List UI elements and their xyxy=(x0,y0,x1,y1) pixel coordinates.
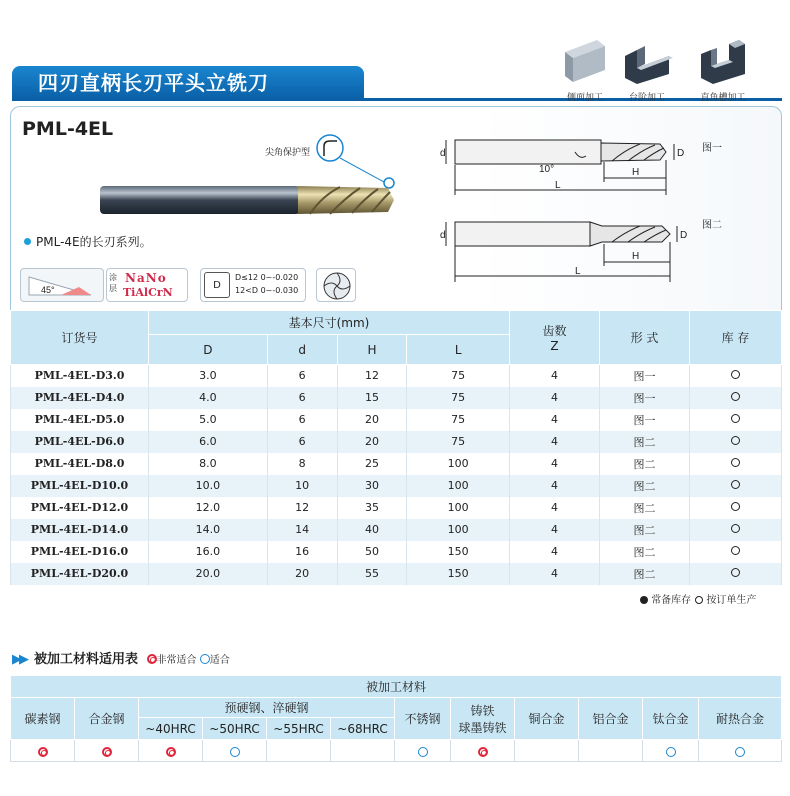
end-mill-photo xyxy=(100,186,394,214)
fig1-d-label: d xyxy=(440,148,446,159)
suitable-icon xyxy=(418,747,428,757)
stock-legend: 常备库存 按订单生产 xyxy=(640,591,756,606)
mat-col-hrc68: ~68HRC xyxy=(331,718,395,740)
cell-H: 30 xyxy=(337,475,407,497)
cell-Z: 4 xyxy=(510,497,600,519)
order-stock-icon xyxy=(731,524,740,533)
tolerance-icon: D xyxy=(204,272,230,298)
mat-col-copper: 铜合金 xyxy=(515,698,579,740)
header-basic-size: 基本尺寸(mm) xyxy=(149,311,510,335)
four-flute-icon xyxy=(316,268,356,302)
order-stock-icon xyxy=(731,436,740,445)
cell-D: 16.0 xyxy=(149,541,268,563)
cell-code: PML-4EL-D16.0 xyxy=(11,541,149,563)
mat-col-carbon: 碳素钢 xyxy=(11,698,75,740)
product-description: PML-4E的长刃系列。 xyxy=(24,233,152,250)
cell-L: 150 xyxy=(407,563,510,585)
table-row xyxy=(11,431,782,453)
cell-stock xyxy=(690,519,782,541)
svg-text:45°: 45° xyxy=(41,285,55,295)
cell-form: 图二 xyxy=(600,431,690,453)
mat-col-cast: 铸铁 球墨铸铁 xyxy=(451,698,515,740)
table-row xyxy=(11,475,782,497)
rating-cell xyxy=(451,740,515,762)
cell-Z: 4 xyxy=(510,365,600,387)
cell-Z: 4 xyxy=(510,387,600,409)
mat-col-heat: 耐热合金 xyxy=(699,698,782,740)
cell-D: 14.0 xyxy=(149,519,268,541)
tolerance-badge: D D≤12 0~-0.020 12<D 0~-0.030 xyxy=(200,268,306,302)
helix-angle-badge xyxy=(20,268,104,302)
cell-Z: 4 xyxy=(510,475,600,497)
fig1-D-label: D xyxy=(677,148,685,159)
order-stock-icon xyxy=(731,370,740,379)
process-side: 侧面加工 xyxy=(555,38,615,103)
cell-form: 图二 xyxy=(600,497,690,519)
cell-code: PML-4EL-D14.0 xyxy=(11,519,149,541)
mat-col-hardened: 预硬钢、淬硬钢 xyxy=(139,698,395,718)
cell-form: 图二 xyxy=(600,541,690,563)
cell-H: 50 xyxy=(337,541,407,563)
product-illustration xyxy=(0,0,790,310)
cell-form: 图一 xyxy=(600,409,690,431)
cell-H: 20 xyxy=(337,431,407,453)
rating-cell xyxy=(331,740,395,762)
cell-Z: 4 xyxy=(510,563,600,585)
cell-L: 75 xyxy=(407,409,510,431)
rating-cell xyxy=(203,740,267,762)
page-title: 四刃直柄长刃平头立铣刀 xyxy=(12,66,364,100)
materials-table xyxy=(10,675,782,762)
table-row xyxy=(11,453,782,475)
cell-stock xyxy=(690,497,782,519)
cell-d: 6 xyxy=(267,431,337,453)
header-form: 形 式 xyxy=(600,311,690,365)
cell-d: 14 xyxy=(267,519,337,541)
cell-stock xyxy=(690,541,782,563)
header-stock: 库 存 xyxy=(690,311,782,365)
header-teeth: 齿数 Z xyxy=(510,311,600,365)
table-row xyxy=(11,519,782,541)
cell-L: 75 xyxy=(407,431,510,453)
cell-stock xyxy=(690,475,782,497)
cell-stock xyxy=(690,409,782,431)
header-H: H xyxy=(337,335,407,365)
table-row xyxy=(11,409,782,431)
mat-col-hrc40: ~40HRC xyxy=(139,718,203,740)
fig2-d-label: d xyxy=(440,230,446,241)
cell-D: 6.0 xyxy=(149,431,268,453)
table-row xyxy=(11,541,782,563)
very-suitable-icon xyxy=(38,747,48,757)
cell-stock xyxy=(690,453,782,475)
cell-D: 12.0 xyxy=(149,497,268,519)
fig1-L-label: L xyxy=(555,180,561,191)
rating-cell xyxy=(395,740,451,762)
cell-stock xyxy=(690,563,782,585)
cell-H: 15 xyxy=(337,387,407,409)
model-name: PML-4EL xyxy=(22,118,114,140)
cell-stock xyxy=(690,431,782,453)
suitable-icon xyxy=(666,747,676,757)
cell-form: 图二 xyxy=(600,453,690,475)
cell-D: 20.0 xyxy=(149,563,268,585)
cell-code: PML-4EL-D12.0 xyxy=(11,497,149,519)
suitable-icon xyxy=(735,747,745,757)
fig1-label: 图一 xyxy=(702,143,722,154)
corner-detail-icon xyxy=(317,135,343,161)
cell-form: 图一 xyxy=(600,365,690,387)
materials-title: ▶▶ 被加工材料适用表 非常适合 适合 xyxy=(12,652,230,667)
cell-D: 8.0 xyxy=(149,453,268,475)
cell-H: 55 xyxy=(337,563,407,585)
corner-protection-label: 尖角保护型 xyxy=(265,148,311,158)
order-stock-icon xyxy=(731,458,740,467)
fig2-D-label: D xyxy=(680,230,688,241)
cell-d: 6 xyxy=(267,409,337,431)
header-code: 订货号 xyxy=(11,311,149,365)
cell-L: 100 xyxy=(407,453,510,475)
cell-L: 75 xyxy=(407,387,510,409)
cell-d: 6 xyxy=(267,365,337,387)
fig1-H-label: H xyxy=(632,167,640,178)
cell-L: 100 xyxy=(407,497,510,519)
drawing-fig2 xyxy=(446,222,677,282)
cell-L: 100 xyxy=(407,475,510,497)
rating-cell xyxy=(643,740,699,762)
cell-d: 16 xyxy=(267,541,337,563)
cell-D: 4.0 xyxy=(149,387,268,409)
order-stock-icon xyxy=(731,502,740,511)
cell-L: 75 xyxy=(407,365,510,387)
cell-form: 图二 xyxy=(600,519,690,541)
cell-code: PML-4EL-D5.0 xyxy=(11,409,149,431)
rating-cell xyxy=(579,740,643,762)
cell-d: 6 xyxy=(267,387,337,409)
materials-group-header: 被加工材料 xyxy=(11,676,782,698)
cell-d: 20 xyxy=(267,563,337,585)
cell-Z: 4 xyxy=(510,431,600,453)
cell-D: 10.0 xyxy=(149,475,268,497)
cell-stock xyxy=(690,387,782,409)
cell-form: 图二 xyxy=(600,475,690,497)
fig2-label: 图二 xyxy=(702,220,722,231)
rating-cell xyxy=(75,740,139,762)
cell-d: 8 xyxy=(267,453,337,475)
cell-Z: 4 xyxy=(510,519,600,541)
cell-H: 35 xyxy=(337,497,407,519)
rating-cell xyxy=(139,740,203,762)
fig2-L-label: L xyxy=(575,266,581,277)
very-suitable-icon xyxy=(102,747,112,757)
cell-form: 图一 xyxy=(600,387,690,409)
coating-badge: 涂层 NaNo TiAlCrN xyxy=(106,268,188,302)
order-stock-icon xyxy=(731,392,740,401)
rating-cell xyxy=(11,740,75,762)
cell-code: PML-4EL-D8.0 xyxy=(11,453,149,475)
very-suitable-icon xyxy=(166,747,176,757)
cell-D: 5.0 xyxy=(149,409,268,431)
cell-stock xyxy=(690,365,782,387)
mat-col-stainless: 不锈钢 xyxy=(395,698,451,740)
mat-col-aluminum: 铝合金 xyxy=(579,698,643,740)
order-stock-icon xyxy=(731,546,740,555)
table-row xyxy=(11,497,782,519)
spec-table xyxy=(10,310,782,585)
cell-code: PML-4EL-D6.0 xyxy=(11,431,149,453)
rating-cell xyxy=(515,740,579,762)
cell-code: PML-4EL-D10.0 xyxy=(11,475,149,497)
mat-col-hrc50: ~50HRC xyxy=(203,718,267,740)
table-row xyxy=(11,387,782,409)
mat-col-hrc55: ~55HRC xyxy=(267,718,331,740)
header-D: D xyxy=(149,335,268,365)
header-L: L xyxy=(407,335,510,365)
materials-rating-row xyxy=(11,740,782,762)
very-suitable-icon xyxy=(478,747,488,757)
rating-cell xyxy=(267,740,331,762)
cell-Z: 4 xyxy=(510,541,600,563)
cell-H: 12 xyxy=(337,365,407,387)
cell-H: 40 xyxy=(337,519,407,541)
double-arrow-icon: ▶▶ xyxy=(12,652,26,667)
cell-L: 150 xyxy=(407,541,510,563)
cell-code: PML-4EL-D4.0 xyxy=(11,387,149,409)
suitable-icon xyxy=(230,747,240,757)
order-stock-icon xyxy=(731,480,740,489)
cell-Z: 4 xyxy=(510,409,600,431)
fig1-angle-label: 10° xyxy=(539,164,555,175)
rating-cell xyxy=(699,740,782,762)
process-step: 台阶加工 xyxy=(617,38,677,103)
table-row xyxy=(11,563,782,585)
cell-H: 25 xyxy=(337,453,407,475)
cell-d: 10 xyxy=(267,475,337,497)
mat-col-titanium: 钛合金 xyxy=(643,698,699,740)
order-stock-icon xyxy=(731,568,740,577)
process-slot: 直角槽加工 xyxy=(693,38,753,103)
cell-form: 图二 xyxy=(600,563,690,585)
cell-Z: 4 xyxy=(510,453,600,475)
cell-D: 3.0 xyxy=(149,365,268,387)
cell-code: PML-4EL-D20.0 xyxy=(11,563,149,585)
cell-H: 20 xyxy=(337,409,407,431)
fig2-H-label: H xyxy=(632,251,640,262)
cell-d: 12 xyxy=(267,497,337,519)
table-row xyxy=(11,365,782,387)
cell-L: 100 xyxy=(407,519,510,541)
cell-code: PML-4EL-D3.0 xyxy=(11,365,149,387)
header-d: d xyxy=(267,335,337,365)
order-stock-icon xyxy=(731,414,740,423)
mat-col-alloy: 合金钢 xyxy=(75,698,139,740)
